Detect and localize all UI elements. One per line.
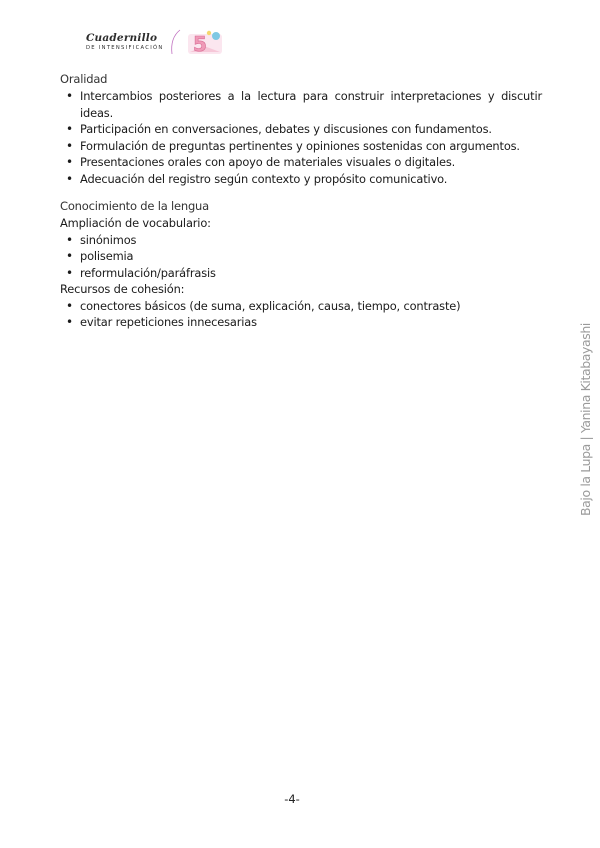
list-item: • conectores básicos (de suma, explicación, causa, tiempo, contraste) xyxy=(80,298,542,315)
bullet-list xyxy=(60,232,542,282)
page-number: -4- xyxy=(284,792,300,806)
list-item: • Presentaciones orales con apoyo de materiales visuales o digitales. xyxy=(80,154,542,171)
main-content xyxy=(60,72,542,343)
list-item: • polisemia xyxy=(80,248,542,265)
brand-title: Cuadernillo xyxy=(86,32,158,44)
list-item: • Adecuación del registro según contexto y propósito comunicativo. xyxy=(80,171,542,188)
brand-logo xyxy=(86,32,164,51)
list-item: • sinónimos xyxy=(80,232,542,249)
section-conocimiento-lengua xyxy=(60,199,542,331)
side-caption: Bajo la Lupa | Yanina Kitabayashi xyxy=(578,323,593,516)
list-item: • reformulación/paráfrasis xyxy=(80,265,542,282)
subsection-heading: Recursos de cohesión: xyxy=(60,282,185,296)
list-item: • Participación en conversaciones, debates y discusiones con fundamentos. xyxy=(80,121,542,138)
section-title: Conocimiento de la lengua xyxy=(60,199,209,213)
page-header xyxy=(86,24,246,60)
list-item: • Intercambios posteriores a la lectura para construir interpretaciones y discutir ideas. xyxy=(80,88,542,121)
section-oralidad xyxy=(60,72,542,187)
list-item: • Formulación de preguntas pertinentes y opiniones sostenidas con argumentos. xyxy=(80,138,542,155)
subsection-heading: Ampliación de vocabulario: xyxy=(60,216,211,230)
list-item: • evitar repeticiones innecesarias xyxy=(80,314,542,331)
bullet-list xyxy=(60,88,542,187)
bullet-list xyxy=(60,298,542,331)
section-title: Oralidad xyxy=(60,72,108,86)
brand-subtitle: DE INTENSIFICACIÓN xyxy=(86,45,164,51)
grade-badge-graphic xyxy=(166,24,226,58)
badge-number: 5 xyxy=(193,32,207,56)
grade-badge-icon xyxy=(166,24,226,58)
